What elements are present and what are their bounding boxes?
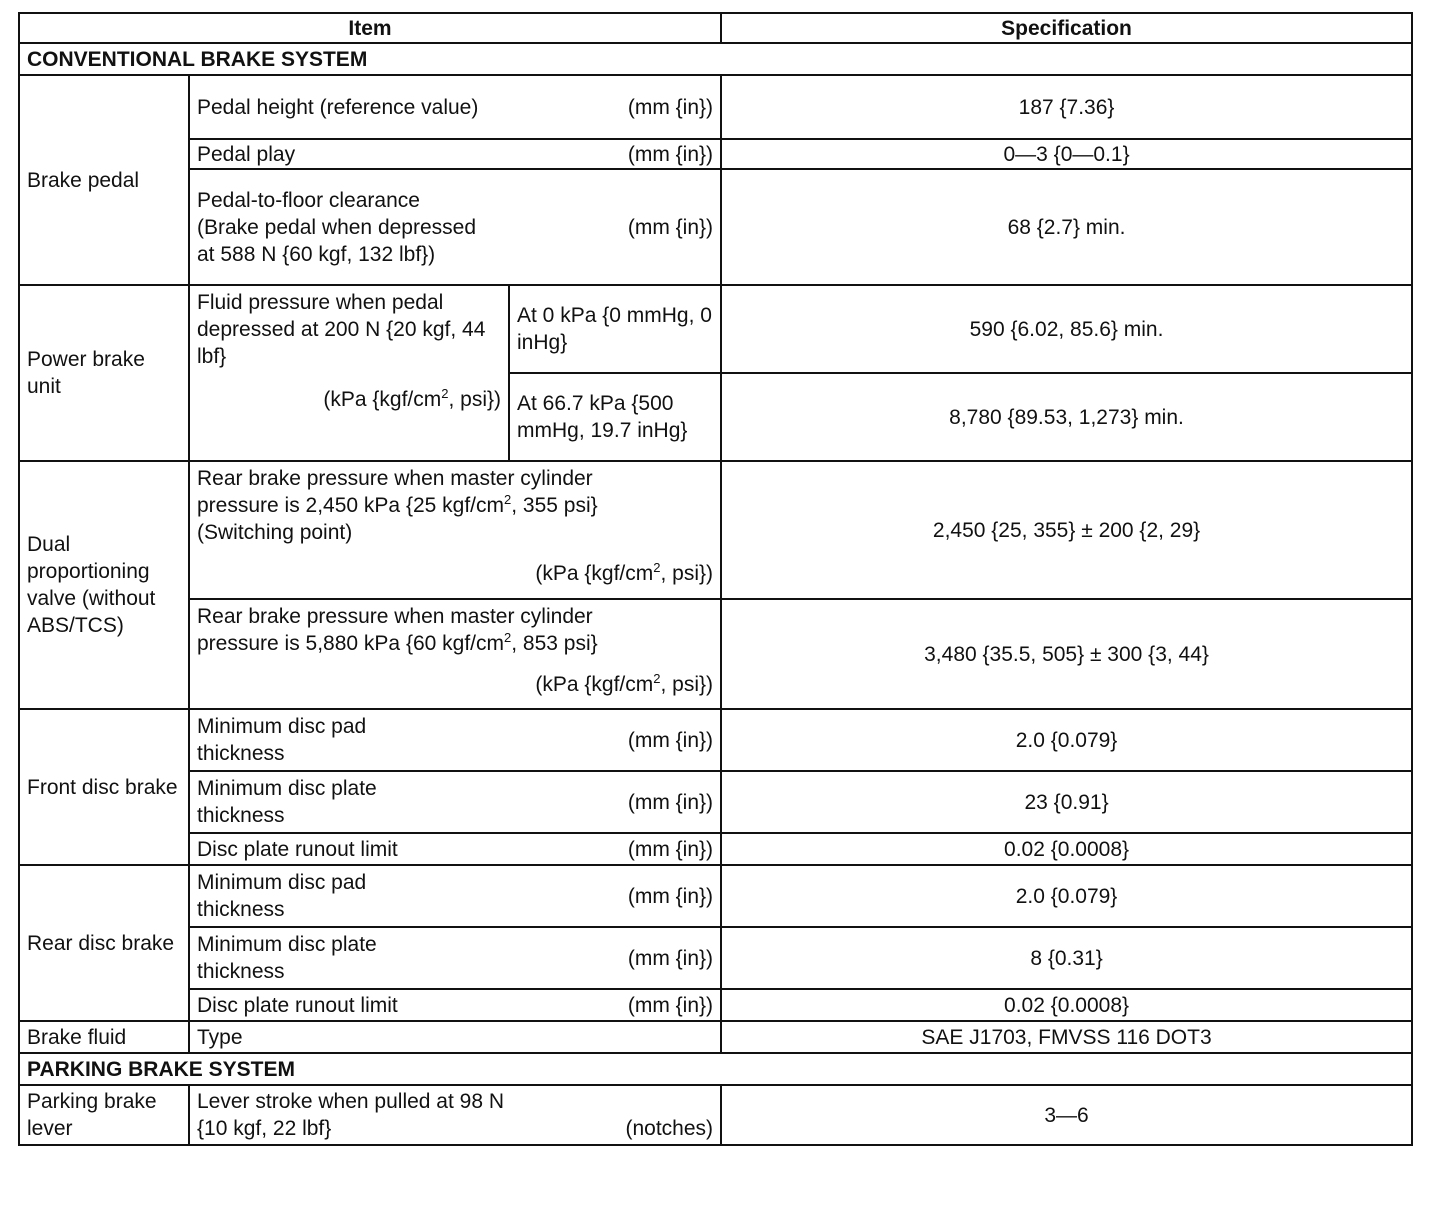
unit-text bbox=[197, 671, 713, 698]
table-row bbox=[19, 285, 1412, 373]
item-cell bbox=[189, 75, 721, 139]
table-header-row bbox=[19, 13, 1412, 43]
unit-superscript: 2 bbox=[441, 386, 449, 401]
spec-value: SAE J1703, FMVSS 116 DOT3 bbox=[721, 1021, 1412, 1053]
spec-value: 187 {7.36} bbox=[721, 75, 1412, 139]
item-cell bbox=[189, 927, 721, 989]
condition-cell: At 66.7 kPa {500 mmHg, 19.7 inHg} bbox=[509, 373, 721, 461]
spec-value: 3,480 {35.5, 505} ± 300 {3, 44} bbox=[721, 599, 1412, 709]
group-brake-fluid: Brake fluid bbox=[19, 1021, 189, 1053]
group-power-brake-unit: Power brake unit bbox=[19, 285, 189, 461]
item-text: Lever stroke when pulled at 98 N {10 kgf, 22 lbf} bbox=[197, 1090, 505, 1140]
table-row bbox=[19, 139, 1412, 169]
table-row bbox=[19, 1085, 1412, 1145]
spec-value: 8 {0.31} bbox=[721, 927, 1412, 989]
spec-value: 590 {6.02, 85.6} min. bbox=[721, 285, 1412, 373]
unit-part: (kPa {kgf/cm bbox=[535, 673, 654, 696]
group-rear-disc-brake: Rear disc brake bbox=[19, 865, 189, 1021]
table-row bbox=[19, 461, 1412, 599]
item-superscript: 2 bbox=[504, 630, 512, 645]
unit-text: (mm {in}) bbox=[627, 837, 714, 861]
item-cell bbox=[189, 833, 721, 865]
item-cell bbox=[189, 139, 721, 169]
item-part: Rear brake pressure when master cylinder pressure is 5,880 kPa {60 kgf/cm bbox=[197, 605, 593, 655]
item-note: (Switching point) bbox=[197, 521, 353, 544]
spec-value: 3—6 bbox=[721, 1085, 1412, 1145]
brake-specification-table bbox=[18, 12, 1413, 1146]
item-text bbox=[197, 603, 677, 657]
unit-part: , psi}) bbox=[660, 562, 714, 585]
item-text: Disc plate runout limit bbox=[197, 837, 398, 861]
item-text: Type bbox=[189, 1021, 721, 1053]
spec-value: 8,780 {89.53, 1,273} min. bbox=[721, 373, 1412, 461]
item-cell bbox=[189, 1085, 721, 1145]
spec-value: 2.0 {0.079} bbox=[721, 709, 1412, 771]
item-part: , 853 psi} bbox=[511, 632, 598, 655]
item-text: Fluid pressure when pedal depressed at 200 N {20 kgf, 44 lbf} bbox=[197, 291, 486, 368]
section-parking-brake: PARKING BRAKE SYSTEM bbox=[19, 1053, 1412, 1085]
item-text bbox=[197, 465, 677, 519]
item-text: Minimum disc plate thickness bbox=[197, 777, 377, 827]
table-row bbox=[19, 709, 1412, 771]
unit-text: (mm {in}) bbox=[627, 728, 714, 752]
unit-part: (kPa {kgf/cm bbox=[323, 388, 442, 411]
table-row bbox=[19, 989, 1412, 1021]
unit-text: (notches) bbox=[625, 1117, 714, 1140]
item-text: Minimum disc pad thickness bbox=[197, 715, 367, 765]
group-dual-proportioning-valve: Dual proportioning valve (without ABS/TCS) bbox=[19, 461, 189, 709]
item-cell bbox=[189, 771, 721, 833]
unit-part: , psi}) bbox=[448, 388, 501, 411]
item-text: Minimum disc pad thickness bbox=[197, 871, 367, 921]
unit-part: (kPa {kgf/cm bbox=[535, 562, 654, 585]
section-conventional-brake: CONVENTIONAL BRAKE SYSTEM bbox=[19, 43, 1412, 75]
unit-text: (mm {in}) bbox=[627, 95, 714, 119]
item-cell bbox=[189, 709, 721, 771]
unit-text: (mm {in}) bbox=[627, 946, 714, 970]
table-row bbox=[19, 771, 1412, 833]
spec-value: 2.0 {0.079} bbox=[721, 865, 1412, 927]
item-text: Pedal play bbox=[197, 142, 296, 166]
item-cell bbox=[189, 169, 721, 285]
unit-text bbox=[197, 560, 713, 587]
table-row bbox=[19, 927, 1412, 989]
item-cell bbox=[189, 865, 721, 927]
spec-value: 0.02 {0.0008} bbox=[721, 833, 1412, 865]
item-text: Pedal-to-floor clearance (Brake pedal when depressed at 588 N {60 kgf, 132 lbf}) bbox=[197, 188, 477, 266]
item-cell bbox=[189, 285, 509, 461]
item-text: Disc plate runout limit bbox=[197, 993, 398, 1017]
unit-superscript: 2 bbox=[653, 671, 661, 686]
table-row bbox=[19, 1021, 1412, 1053]
unit-text: (mm {in}) bbox=[627, 215, 714, 239]
item-cell bbox=[189, 461, 721, 599]
item-part: , 355 psi} bbox=[511, 494, 598, 517]
item-text: Pedal height (reference value) bbox=[197, 95, 479, 119]
unit-superscript: 2 bbox=[653, 560, 661, 575]
unit-text: (mm {in}) bbox=[627, 142, 714, 166]
item-part: Rear brake pressure when master cylinder pressure is 2,450 kPa {25 kgf/cm bbox=[197, 467, 593, 517]
unit-text: (mm {in}) bbox=[627, 790, 714, 814]
table-row bbox=[19, 599, 1412, 709]
table-row bbox=[19, 169, 1412, 285]
table-row bbox=[19, 75, 1412, 139]
table-row bbox=[19, 865, 1412, 927]
spec-value: 0—3 {0—0.1} bbox=[721, 139, 1412, 169]
table-row bbox=[19, 833, 1412, 865]
header-item: Item bbox=[19, 13, 721, 43]
item-text: Minimum disc plate thickness bbox=[197, 933, 377, 983]
spec-value: 68 {2.7} min. bbox=[721, 169, 1412, 285]
spec-value: 0.02 {0.0008} bbox=[721, 989, 1412, 1021]
item-cell bbox=[189, 599, 721, 709]
group-parking-brake-lever: Parking brake lever bbox=[19, 1085, 189, 1145]
unit-part: , psi}) bbox=[660, 673, 714, 696]
condition-cell: At 0 kPa {0 mmHg, 0 inHg} bbox=[509, 285, 721, 373]
unit-text: (mm {in}) bbox=[627, 884, 714, 908]
item-superscript: 2 bbox=[504, 492, 512, 507]
group-front-disc-brake: Front disc brake bbox=[19, 709, 189, 865]
header-specification: Specification bbox=[721, 13, 1412, 43]
group-brake-pedal: Brake pedal bbox=[19, 75, 189, 285]
unit-text bbox=[197, 386, 501, 413]
spec-value: 23 {0.91} bbox=[721, 771, 1412, 833]
spec-value: 2,450 {25, 355} ± 200 {2, 29} bbox=[721, 461, 1412, 599]
item-cell bbox=[189, 989, 721, 1021]
unit-text: (mm {in}) bbox=[627, 993, 714, 1017]
